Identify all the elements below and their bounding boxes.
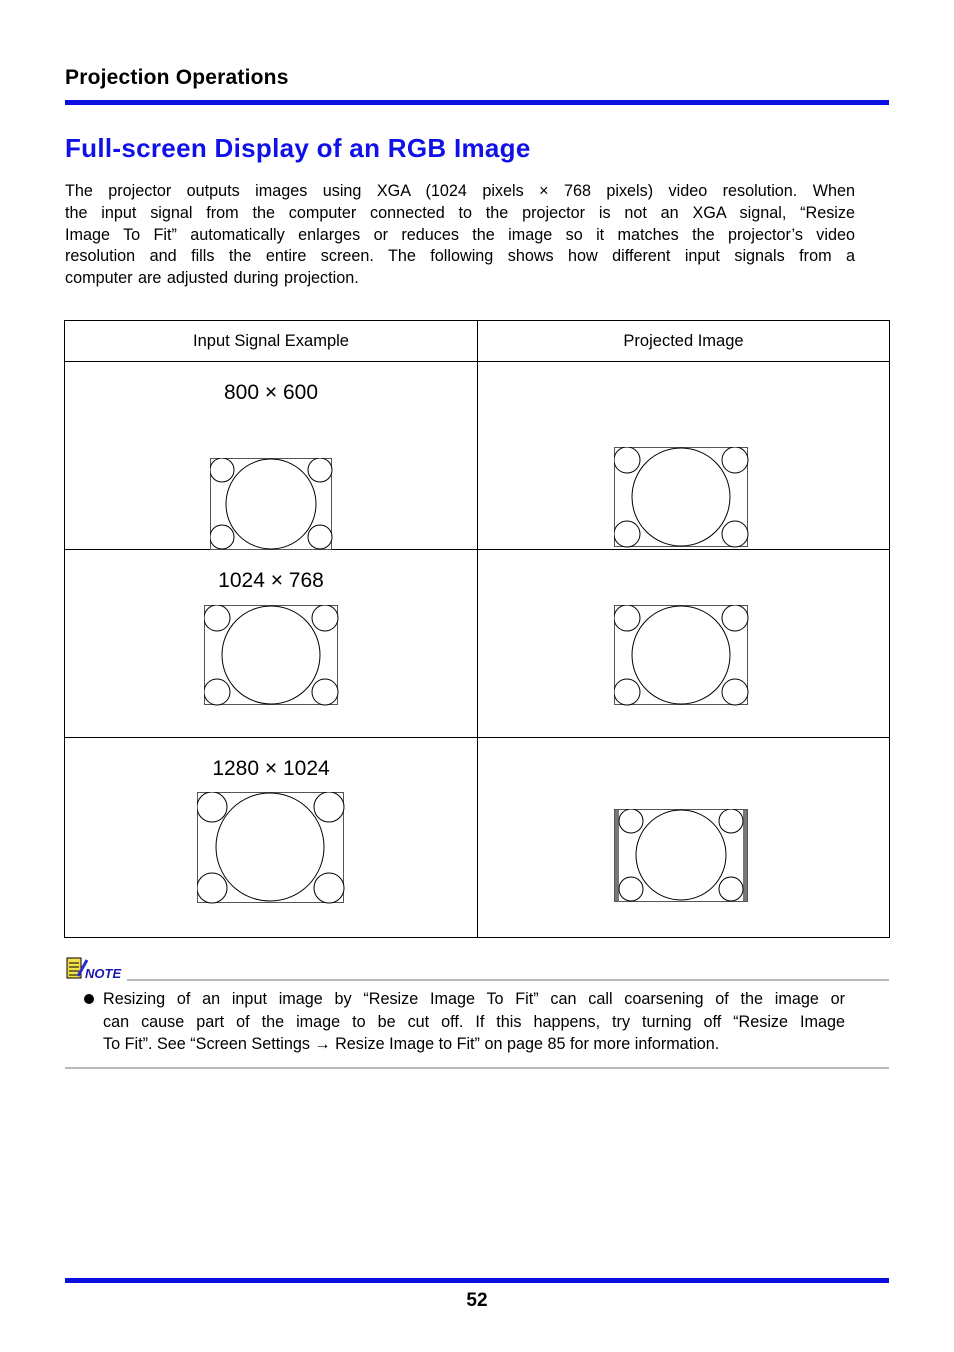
footer-rule xyxy=(65,1278,889,1283)
note-text xyxy=(103,988,845,1056)
section-header: Projection Operations xyxy=(65,66,289,89)
input-test-pattern-diagram xyxy=(210,458,334,551)
note-line: To Fit”. See “Screen Settings → Resize Image to Fit” on page 85 for more information. xyxy=(103,1035,720,1053)
input-resolution-label: 1280 × 1024 xyxy=(212,757,330,780)
projected-cell xyxy=(478,550,890,738)
projected-cell xyxy=(478,362,890,550)
column-header-input: Input Signal Example xyxy=(65,321,478,362)
table-row xyxy=(65,362,890,550)
input-cell xyxy=(65,738,478,938)
intro-line: the input signal from the computer connected to the projector is not an XGA signal, “Resize xyxy=(65,203,855,222)
table-row xyxy=(65,738,890,938)
intro-line: resolution and fills the entire screen. The following shows how different input signals from a xyxy=(65,247,855,266)
signal-table xyxy=(64,320,890,938)
input-resolution-label: 1024 × 768 xyxy=(218,569,324,592)
input-cell xyxy=(65,362,478,550)
intro-line: The projector outputs images using XGA (1024 pixels × 768 pixels) video resolution. When xyxy=(65,182,855,200)
table-row xyxy=(65,550,890,738)
header-rule xyxy=(65,100,889,105)
projected-test-pattern-diagram xyxy=(614,447,750,549)
input-test-pattern-diagram xyxy=(197,792,345,904)
intro-line: Image To Fit” automatically enlarges or reduces the image so it matches the projector’s video xyxy=(65,225,855,244)
input-test-pattern-diagram xyxy=(204,605,340,707)
projected-cell xyxy=(478,738,890,938)
note-icon xyxy=(66,956,122,982)
note-line: can cause part of the image to be cut off. If this happens, try turning off “Resize Image xyxy=(103,1012,845,1031)
note-bottom-rule xyxy=(65,1067,889,1069)
note-top-rule xyxy=(127,979,889,981)
intro-paragraph xyxy=(65,181,855,290)
note-icon-label: NOTE xyxy=(85,966,122,981)
page-title: Full-screen Display of an RGB Image xyxy=(65,133,531,163)
input-resolution-label: 800 × 600 xyxy=(223,381,318,404)
intro-line: computer are adjusted during projection. xyxy=(65,269,359,288)
column-header-projected: Projected Image xyxy=(478,321,890,362)
projected-test-pattern-diagram xyxy=(614,809,750,904)
page-number: 52 xyxy=(466,1290,488,1311)
bullet-icon xyxy=(84,994,94,1004)
projected-test-pattern-diagram xyxy=(614,605,750,707)
note-line: Resizing of an input image by “Resize Image To Fit” can call coarsening of the image or xyxy=(103,990,845,1008)
input-cell xyxy=(65,550,478,738)
